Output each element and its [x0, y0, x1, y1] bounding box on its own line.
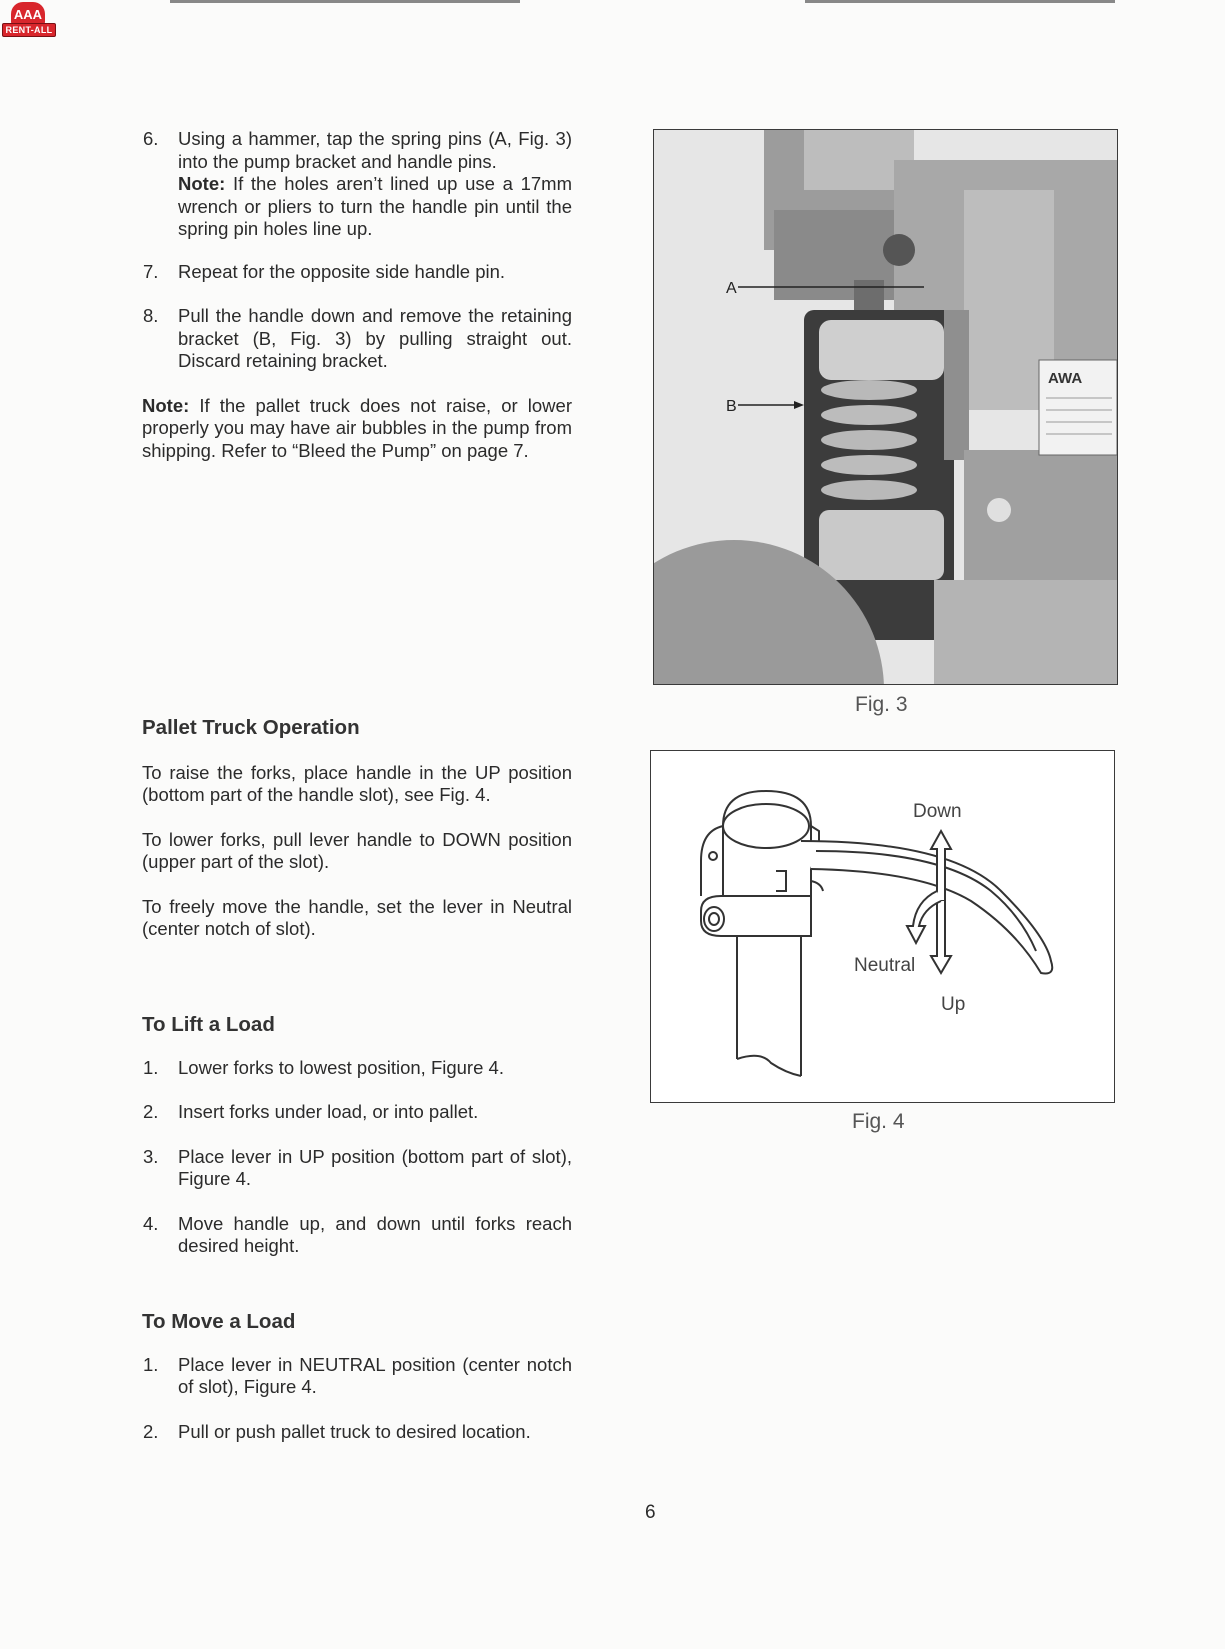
list-item: 1. Lower forks to lowest position, Figure 4.: [143, 1056, 504, 1078]
list-item: 3. Place lever in UP position (bottom part of slot), Figure 4.: [143, 1145, 572, 1189]
list-item: 4. Move handle up, and down until forks reach desired height.: [143, 1212, 572, 1256]
list-item: 2. Pull or push pallet truck to desired location.: [143, 1420, 531, 1442]
pump-bracket-illustration: [654, 130, 1117, 684]
figure-4-caption: Fig. 4: [852, 1110, 905, 1133]
step-6-lead: Using a hammer, tap the spring pins: [178, 128, 482, 149]
step-8: 8. Pull the handle down and remove the retaining bracket (B, Fig. 3) by pulling straight out. Discard retaining bracket.: [143, 305, 572, 371]
list-item: 2. Insert forks under load, or into pallet.: [143, 1101, 479, 1122]
step-6: 6. Using a hammer, tap the spring pins (A, Fig. 3) into the pump bracket and handle pins. Note: If the holes aren’t lined up use a 17mm wrench or pliers to turn the handle pin until the spring pin holes line up.: [143, 128, 572, 239]
assembly-steps: [142, 128, 572, 462]
lift-section: [142, 1014, 572, 1258]
label-up: Up: [941, 994, 966, 1015]
lift-heading: To Lift a Load: [142, 1013, 275, 1036]
up-arrow-icon: [931, 901, 951, 973]
aaa-rent-all-logo: [2, 2, 54, 38]
operation-paragraph-raise: To raise the forks, place handle in the UP position (bottom part of the handle slot), see Fig. 4.: [142, 761, 572, 805]
figure-4-diagram: [650, 750, 1115, 1103]
step-6-note-text: If the holes aren’t lined up use a 17mm wrench or pliers to turn the handle pin until the spring pin holes line up.: [178, 173, 572, 239]
top-edge-scan-line: [170, 0, 520, 3]
step-7: 7. Repeat for the opposite side handle pin.: [143, 260, 506, 282]
label-a: A: [726, 280, 737, 297]
step-6-note-label: Note:: [178, 173, 226, 194]
logo-aaa-text: AAA: [11, 2, 45, 26]
warning-label-text: AWA: [1048, 370, 1083, 387]
move-heading: To Move a Load: [142, 1310, 296, 1333]
label-b: B: [726, 398, 737, 415]
operation-paragraph-lower: To lower forks, pull lever handle to DOWN position (upper part of the slot).: [142, 828, 572, 872]
step-6-text: (A, Fig. 3) into the pump bracket and handle pins.: [178, 128, 572, 172]
list-item: 1. Place lever in NEUTRAL position (center notch of slot), Figure 4.: [143, 1353, 572, 1397]
label-down: Down: [913, 801, 962, 822]
figure-3-caption: Fig. 3: [855, 693, 908, 716]
pump-note: Note: If the pallet truck does not raise, or lower properly you may have air bubbles in the pump from shipping. Refer to “Bleed the Pump” on page 7.: [142, 394, 572, 461]
operation-section: [142, 717, 572, 941]
operation-paragraph-neutral: To freely move the handle, set the lever in Neutral (center notch of slot).: [142, 895, 572, 939]
handle-lever-diagram: [651, 751, 1114, 1102]
top-edge-scan-line-right: [805, 0, 1115, 3]
operation-heading: Pallet Truck Operation: [142, 716, 360, 739]
logo-rent-all-text: RENT-ALL: [2, 23, 56, 37]
move-section: [142, 1311, 572, 1443]
neutral-arrow-icon: [907, 891, 941, 943]
page-number: 6: [645, 1502, 656, 1523]
label-neutral: Neutral: [854, 955, 916, 976]
figure-3-photo: [653, 129, 1118, 685]
